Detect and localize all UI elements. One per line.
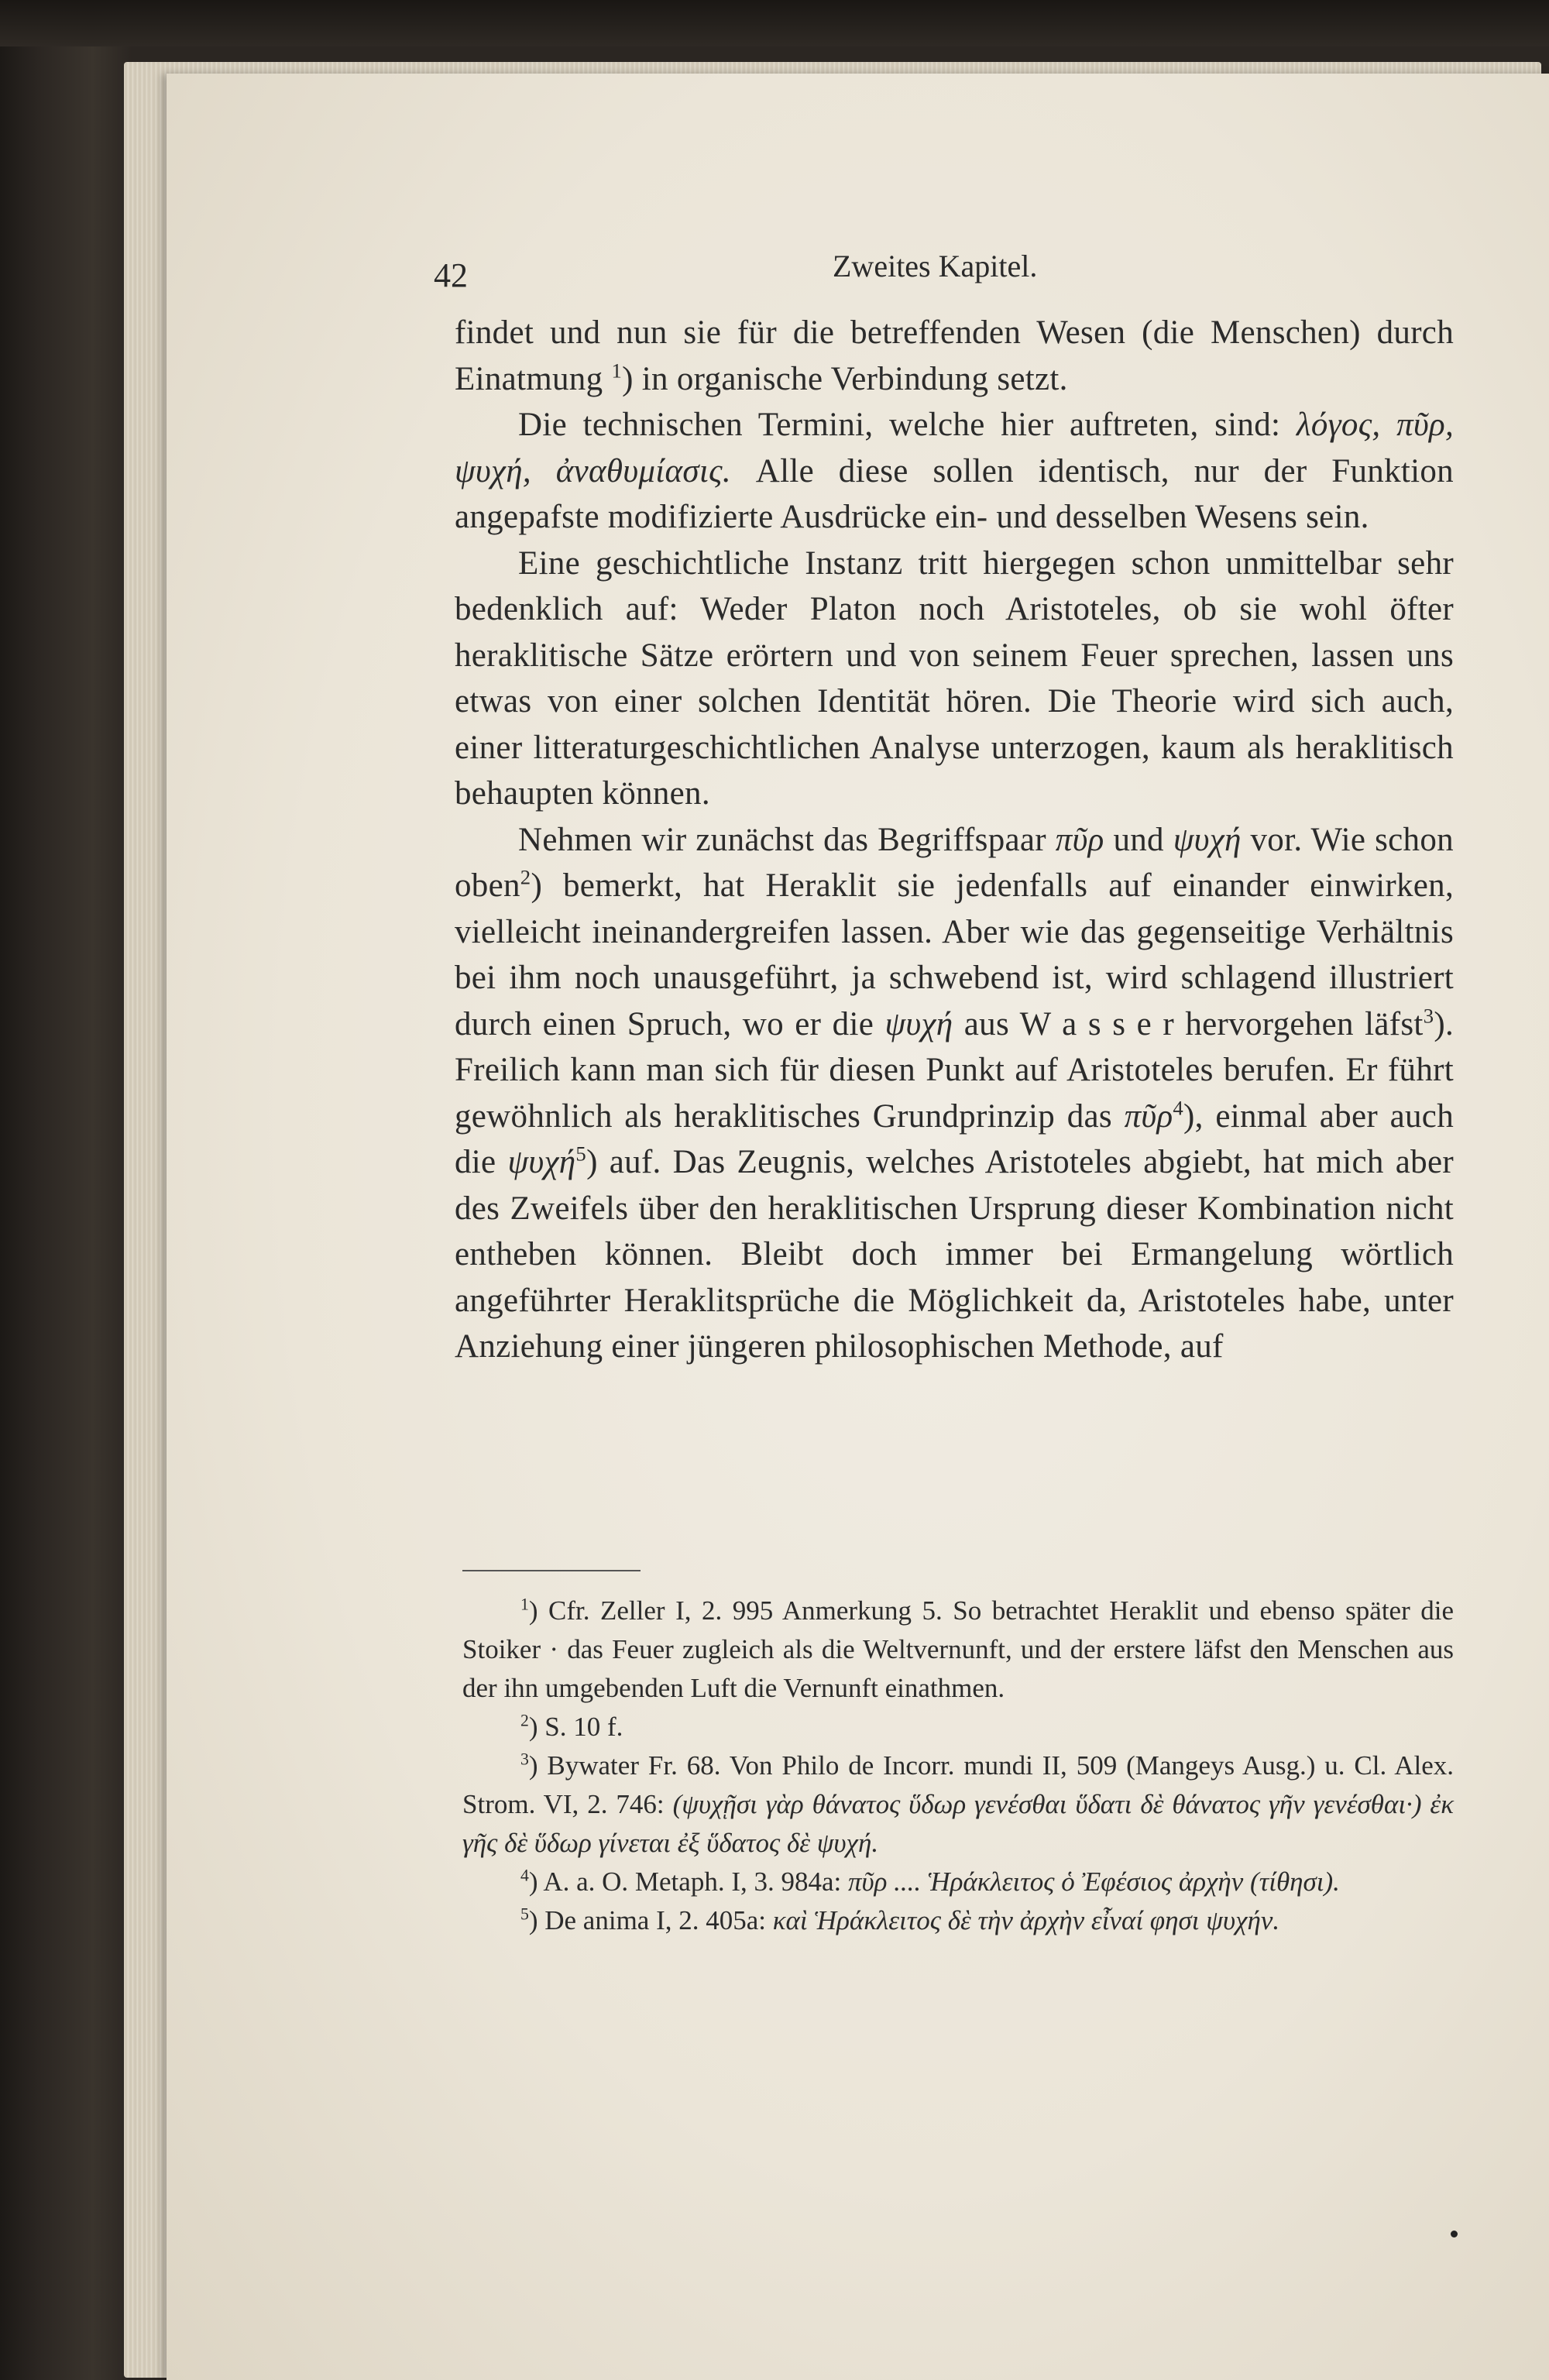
footnote-text: ) Cfr. Zeller I, 2. 995 Anmerkung 5. So betrachtet Heraklit und ebenso später die Stoiker · das Feuer zugleich als die Weltvernunft, und der erstere läfst den Menschen aus der ihn umgebenden Luft die Vernunft einathmen. xyxy=(462,1595,1454,1703)
page-header xyxy=(287,248,1456,302)
paragraph-3 xyxy=(455,541,1454,817)
footnote-2 xyxy=(462,1708,1454,1746)
footnote-number: 4 xyxy=(520,1866,529,1885)
greek-word: ψυχή xyxy=(1173,821,1242,858)
footnote-3 xyxy=(462,1746,1454,1863)
footnote-ref: 3 xyxy=(1423,1004,1434,1028)
spaced-word: W a s s e r xyxy=(1019,1005,1174,1042)
greek-quote: (ψυχῇσι γὰρ θάνατος ὕδωρ γενέσθαι ὕδατι δὲ θάνατος γῆν γενέσθαι·) ἐκ γῆς δὲ ὕδωρ γίνεται ἐξ ὕδατος δὲ ψυχή. xyxy=(462,1789,1454,1858)
footnote-ref: 4 xyxy=(1173,1096,1184,1120)
footnote-number: 1 xyxy=(520,1595,529,1614)
running-head: Zweites Kapitel. xyxy=(833,249,1038,283)
main-text xyxy=(455,310,1454,1370)
text-run: ). Freilich kann man sich für diesen Punkt auf Aristoteles berufen. Er führt gewöhnlich als heraklitisches Grundprinzip das xyxy=(455,1005,1454,1135)
footnote-text: ) De anima I, 2. 405a: xyxy=(528,1905,766,1935)
text-run: ) bemerkt, hat Heraklit sie jedenfalls auf einander einwirken, vielleicht ineinandergreifen lassen. Aber wie das gegenseitige Verhältnis bei ihm noch unausgeführt, ja schwebend ist, wird schlagend illustriert durch einen Spruch, wo er die xyxy=(455,867,1454,1042)
text-run: Eine geschichtliche Instanz tritt hiergegen schon unmittelbar sehr bedenklich auf: Weder Platon noch Aristoteles, ob sie wohl öfter heraklitische Sätze erörtern und von seinem Feuer sprechen, lassen uns etwas von einer solchen Identität hören. Die Theorie wird sich auch, einer litteraturgeschichtlichen Analyse unterzogen, kaum als heraklitisch behaupten können. xyxy=(455,544,1454,812)
footnote-number: 3 xyxy=(520,1750,529,1769)
footnote-number: 2 xyxy=(520,1711,529,1730)
footnote-1 xyxy=(462,1592,1454,1708)
footnote-rule xyxy=(462,1570,641,1571)
footnote-ref: 5 xyxy=(575,1142,587,1166)
greek-word: πῦρ xyxy=(1055,821,1104,858)
footnote-number: 5 xyxy=(520,1904,529,1924)
footnote-text: ) Bywater Fr. 68. Von Philo de Incorr. mundi II, 509 (Mangeys Ausg.) u. Cl. Alex. Strom. VI, 2. 746: xyxy=(462,1750,1454,1819)
footnote-4 xyxy=(462,1863,1454,1901)
greek-quote: πῦρ .... Ἡράκλειτος ὁ Ἐφέσιος ἀρχὴν (τίθησι). xyxy=(847,1867,1340,1897)
paragraph-2 xyxy=(455,402,1454,541)
greek-word: ψυχή xyxy=(507,1144,576,1180)
greek-quote: καὶ Ἡράκλειτος δὲ τὴν ἀρχὴν εἶναί φησι ψυχήν. xyxy=(772,1905,1280,1935)
footnotes xyxy=(462,1592,1454,1940)
greek-terms: λόγος, πῦρ, ψυχή, ἀναθυμίασις. xyxy=(455,407,1454,489)
text-run: aus xyxy=(963,1005,1009,1042)
greek-word: ψυχή xyxy=(884,1005,953,1042)
text-run: ), einmal aber auch die xyxy=(455,1097,1454,1180)
book-cover-edge xyxy=(0,0,1549,46)
text-run: findet und nun sie für die betreffenden Wesen (die Menschen) durch Einatmung xyxy=(455,314,1454,397)
greek-word: πῦρ xyxy=(1124,1097,1173,1135)
paragraph-4 xyxy=(455,817,1454,1370)
text-run: Alle diese sollen identisch, nur der Funktion angepafste modifizierte Ausdrücke ein- und desselben Wesens sein. xyxy=(455,452,1454,535)
footnote-ref: 1 xyxy=(611,359,623,383)
text-run: und xyxy=(1113,821,1164,858)
ink-dot xyxy=(1451,2231,1458,2237)
text-run: vor. Wie schon oben xyxy=(455,821,1454,904)
footnote-5 xyxy=(462,1901,1454,1940)
page-number: 42 xyxy=(434,256,468,294)
footnote-text: ) S. 10 f. xyxy=(528,1712,623,1742)
text-run: Nehmen wir zunächst das Begriffspaar xyxy=(518,821,1046,858)
text-run: ) auf. Das Zeugnis, welches Aristoteles abgiebt, hat mich aber des Zweifels über den heraklitischen Ursprung dieser Kombination nicht entheben können. Bleibt doch immer bei Ermangelung wörtlich angeführter Heraklitsprüche die Möglichkeit da, Aristoteles habe, unter Anziehung einer jüngeren philosophischen Methode, auf xyxy=(455,1144,1454,1365)
paragraph-1 xyxy=(455,310,1454,402)
text-run: hervorgehen läfst xyxy=(1185,1005,1424,1042)
text-run: ) in organische Verbindung setzt. xyxy=(622,360,1068,397)
footnote-ref: 2 xyxy=(520,865,531,889)
footnote-text: ) A. a. O. Metaph. I, 3. 984a: xyxy=(528,1867,842,1897)
text-run: Die technischen Termini, welche hier auftreten, sind: xyxy=(518,407,1281,443)
